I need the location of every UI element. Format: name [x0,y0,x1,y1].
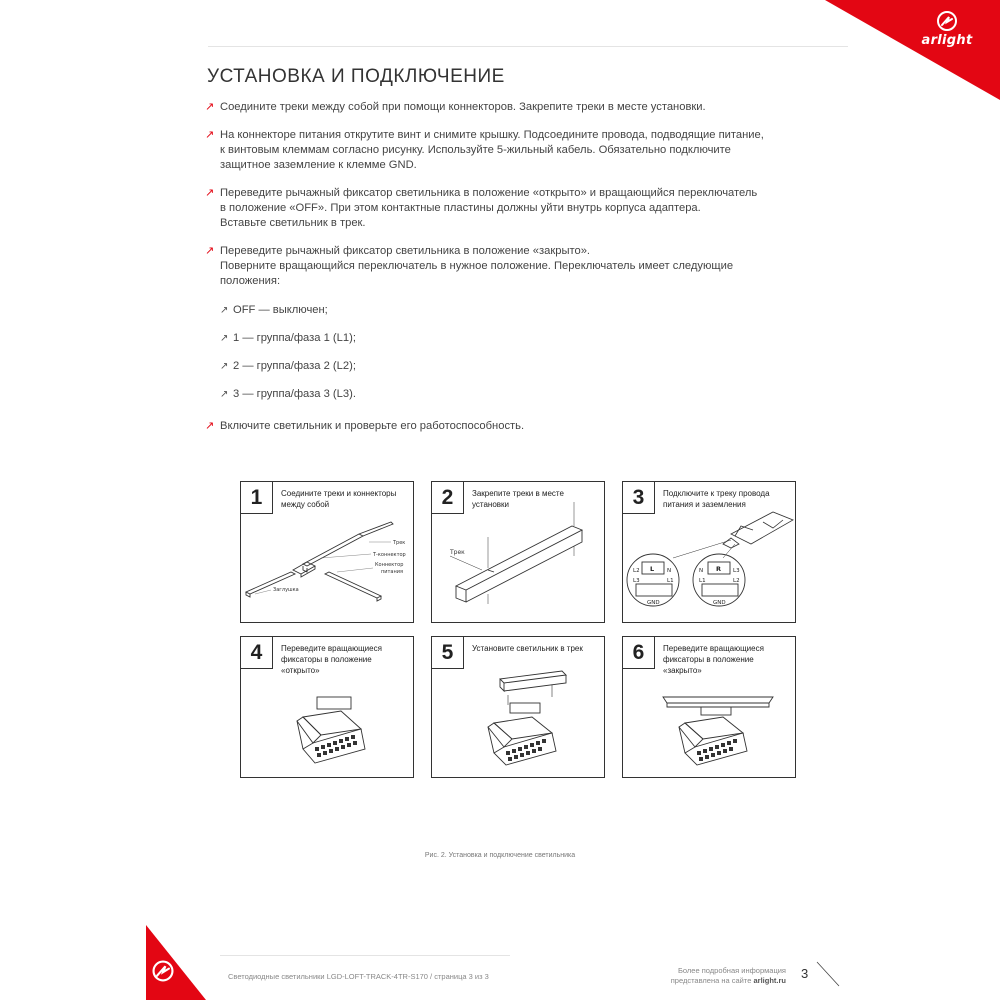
step-line: Соедините треки между собой при помощи коннекторов. Закрепите треки в месте установки. [220,101,706,113]
sub-bullet-arrow-icon: ↗ [220,389,229,400]
bullet-arrow-icon: ↗ [205,101,215,113]
bullet-arrow-icon: ↗ [205,129,215,141]
label-track: Трек [450,549,465,556]
switch-position-item: ↗ OFF — выключен; [220,304,328,316]
figure-panel-3 [622,481,796,623]
figure-panel-6 [622,636,796,778]
panel-caption: Переведите вращающиеся фиксаторы в положение «закрыто» [663,644,764,675]
brand-logo [902,10,992,54]
footer-more-info-line2: представлена на сайте arlight.ru [670,976,786,985]
sub-bullet-arrow-icon: ↗ [220,333,229,344]
step-line: Переведите рычажный фиксатор светильника в положение «открыто» и вращающийся переключатель [220,187,758,199]
footer-more-info-line1: Более подробная информация [678,966,786,975]
brand-swirl-icon [150,958,176,984]
panel-caption: Подключите к треку провода питания и заземления [663,489,770,509]
step-line: защитное заземление к клемме GND. [220,159,417,171]
page-number: 3 [801,966,809,981]
label-l3-left: L3 [633,578,640,584]
bullet-arrow-icon: ↗ [205,187,215,199]
footer-slash-decoration [815,960,841,988]
panel-number: 5 [432,637,464,669]
panel-caption: Закрепите треки в месте установки [472,489,564,509]
label-left-connector: L [650,565,655,573]
step-line: в положение «OFF». При этом контактные пластины должны уйти внутрь корпуса адаптера. [220,202,701,214]
switch-position-item: ↗ 1 — группа/фаза 1 (L1); [220,332,356,344]
panel-caption: Установите светильник в трек [472,644,583,653]
step-line: Включите светильник и проверьте его работоспособность. [220,420,525,432]
footer-site-link[interactable]: arlight.ru [753,976,786,985]
instruction-step-3 [205,186,825,231]
panel-caption: Соедините треки и коннекторы между собой [281,489,397,509]
panel-caption: Переведите вращающиеся фиксаторы в положение «открыто» [281,644,382,675]
label-n-right: N [699,568,704,574]
figure-caption: Рис. 2. Установка и подключение светильника [424,852,576,859]
instruction-list [205,100,825,447]
step-line: Вставьте светильник в трек. [220,217,366,229]
step-line: Поверните вращающийся переключатель в нужное положение. Переключатель имеет следующие [220,260,734,272]
panel-number: 4 [241,637,273,669]
switch-position-item: ↗ 3 — группа/фаза 3 (L3). [220,388,356,400]
step-line: Переведите рычажный фиксатор светильника в положение «закрыто». [220,245,591,257]
instruction-step-1 [205,100,825,115]
step-line: положения: [220,275,281,287]
instruction-step-4 [205,244,825,402]
label-l1-right: L1 [699,578,706,584]
instruction-step-5 [205,419,825,434]
label-l3-right: L3 [733,568,740,574]
label-gnd-left: GND [647,600,660,606]
panel-number: 2 [432,482,464,514]
sub-bullet-arrow-icon: ↗ [220,305,229,316]
header-divider [208,46,848,47]
page-title: УСТАНОВКА И ПОДКЛЮЧЕНИЕ [207,66,505,87]
step-line: к винтовым клеммам согласно рисунку. Используйте 5-жильный кабель. Обязательно подключите [220,144,731,156]
figure-panel-1 [240,481,414,623]
label-track: Трек [393,540,406,546]
figure-panel-4 [240,636,414,778]
brand-logo-text: arlight [921,33,973,48]
label-t-connector: Т-коннектор [373,552,406,558]
label-gnd-right: GND [713,600,726,606]
label-l1-left: L1 [667,578,674,584]
panel-number: 6 [623,637,655,669]
panel-number: 1 [241,482,273,514]
instruction-step-2 [205,128,825,173]
footer-divider [220,955,510,956]
label-power-connector-1: Коннектор [375,562,404,568]
label-l2-left: L2 [633,568,640,574]
footer-more-info [640,966,786,986]
label-right-connector: R [716,565,722,573]
bullet-arrow-icon: ↗ [205,420,215,432]
footer-document-info: Светодиодные светильники LGD-LOFT-TRACK-4TR-S170 / страница 3 из 3 [228,972,489,981]
label-power-connector-2: питания [381,569,404,575]
label-n-left: N [667,568,672,574]
brand-swirl-icon [936,10,958,32]
label-end-cap: Заглушка [273,587,299,593]
switch-position-list [220,303,825,402]
figure-panel-5 [431,636,605,778]
bullet-arrow-icon: ↗ [205,245,215,257]
figure-panel-2 [431,481,605,623]
sub-bullet-arrow-icon: ↗ [220,361,229,372]
step-line: На коннекторе питания открутите винт и снимите крышку. Подсоедините провода, подводящие питание, [220,129,764,141]
label-l2-right: L2 [733,578,740,584]
switch-position-item: ↗ 2 — группа/фаза 2 (L2); [220,360,356,372]
panel-number: 3 [623,482,655,514]
